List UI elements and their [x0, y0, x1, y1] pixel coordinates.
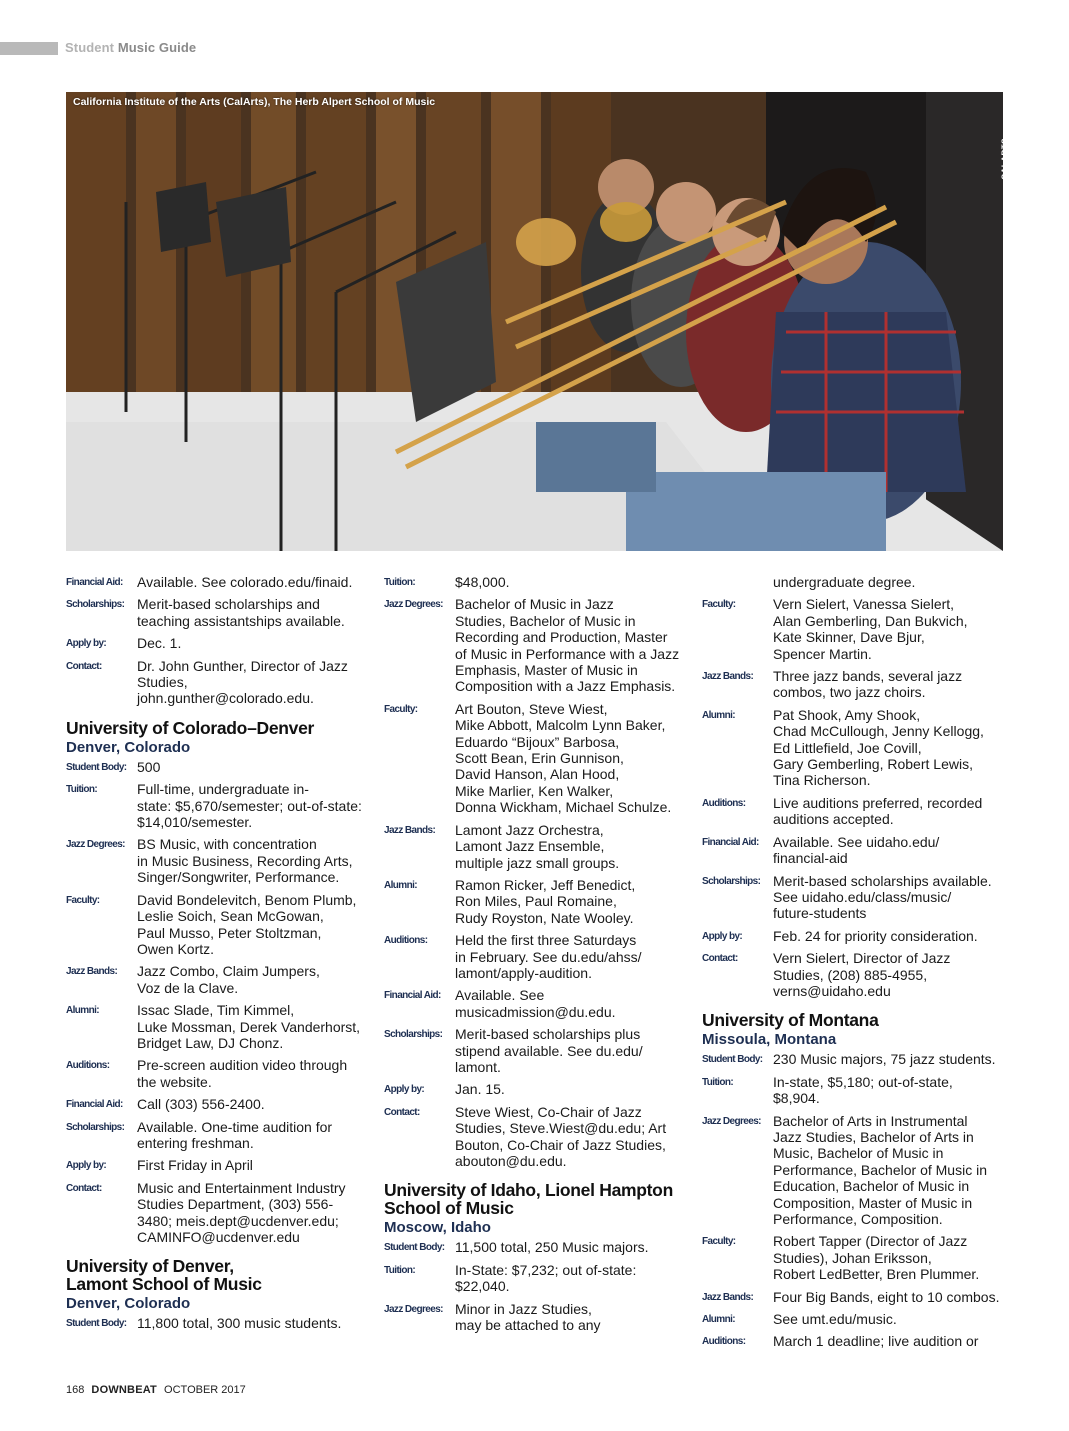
entry-value: In-state, $5,180; out-of-state, $8,904. [773, 1073, 953, 1107]
entry-label: Financial Aid: [66, 1099, 123, 1111]
entry-value: Pre-screen audition video through the website. [137, 1057, 348, 1090]
entry-scholarships [66, 596, 366, 629]
school-name: University of Denver, Lamont School of Music [66, 1256, 262, 1295]
section-header [65, 40, 196, 55]
entry-label: Scholarships: [66, 1121, 125, 1133]
header-rule [0, 42, 58, 55]
entry-label: Apply by: [66, 638, 107, 650]
entry-value: Pat Shook, Amy Shook, Chad McCullough, Jenny Kellogg, Ed Littlefield, Joe Covill, Gary Gemberling, Robert Lewis, Tina Richerson. [773, 706, 984, 789]
school-location: Denver, Colorado [66, 1295, 191, 1313]
entry-label: Contact: [66, 1182, 102, 1194]
entry-label: Tuition: [702, 1076, 734, 1088]
entry-value: Music and Entertainment Industry Studies Department, (303) 556- 3480; meis.dept@ucdenver.edu; CAMINFO@ucdenver.edu [137, 1179, 346, 1245]
entry-label: Faculty: [702, 599, 736, 611]
entry-apply-by [66, 1157, 366, 1173]
photo-credit: CALARTS [1001, 138, 1010, 180]
entry-label: Student Body: [384, 1242, 445, 1254]
entry-scholarships [66, 1119, 366, 1152]
entry-value: Available. One-time audition for entering freshman. [137, 1118, 333, 1151]
entry-value: First Friday in April [137, 1157, 253, 1174]
entry-financial-aid [66, 1096, 366, 1112]
entry-label: Jazz Bands: [702, 1291, 754, 1303]
entry-value: Dec. 1. [137, 635, 182, 652]
entry-value: Vern Sielert, Director of Jazz Studies, (208) 885-4955, verns@uidaho.edu [773, 950, 951, 999]
entry-label: Alumni: [702, 709, 736, 721]
entry-value: Steve Wiest, Co-Chair of Jazz Studies, Steve.Wiest@du.edu; Art Bouton, Co-Chair of Jazz Studies, abouton@du.edu. [455, 1103, 667, 1169]
entry-alumni [384, 877, 686, 926]
entry-label: Apply by: [66, 1160, 107, 1172]
entry-jazz-bands [702, 1289, 1002, 1305]
entry-student-body [66, 1315, 366, 1331]
entry-label: Faculty: [66, 894, 100, 906]
entry-value: Ramon Ricker, Jeff Benedict, Ron Miles, Paul Romaine, Rudy Royston, Nate Wooley. [455, 876, 636, 926]
entry-value: David Bondelevitch, Benom Plumb, Leslie Soich, Sean McGowan, Paul Musso, Peter Stoltzman, Owen Kortz. [137, 891, 357, 957]
entry-value: Merit-based scholarships plus stipend available. See du.edu/ lamont. [455, 1026, 643, 1075]
school-location: Moscow, Idaho [384, 1219, 491, 1237]
school-location: Missoula, Montana [702, 1031, 837, 1049]
section-header-dark: Music Guide [117, 40, 197, 55]
column-2 [384, 574, 686, 1339]
entry-value: 500 [137, 758, 161, 775]
section-header-light: Student [65, 40, 115, 55]
entry-label: Apply by: [702, 930, 743, 942]
entry-student-body [384, 1239, 686, 1255]
entry-value: Held the first three Saturdays in February. See du.edu/ahss/ lamont/apply-audition. [455, 932, 642, 981]
entry-tuition [702, 1074, 1002, 1107]
entry-jazz-degrees [66, 836, 366, 885]
entry-label: Jazz Degrees: [66, 839, 125, 851]
entry-value: Vern Sielert, Vanessa Sielert, Alan Gemberling, Dan Bukvich, Kate Skinner, Dave Bjur, Spencer Martin. [773, 596, 968, 662]
entry-tuition [384, 1262, 686, 1295]
entry-label: Alumni: [66, 1005, 100, 1017]
entry-label: Faculty: [384, 703, 418, 715]
entry-jazz-bands [702, 668, 1002, 701]
entry-value: Bachelor of Arts in Instrumental Jazz Studies, Bachelor of Arts in Music, Bachelor of Music in Performance, Bachelor of Music in Education, Bachelor of Music in Composition, Master of Music in Performance, Composition. [773, 1112, 987, 1227]
entry-label: Financial Aid: [384, 990, 441, 1002]
entry-contact [384, 1104, 686, 1170]
entry-value: Art Bouton, Steve Wiest, Mike Abbott, Malcolm Lynn Baker, Eduardo “Bijoux” Barbosa, Scott Bean, Erin Gunnison, David Hanson, Alan Hood, Mike Marlier, Ken Walker, Donna Wickham, Michael Schulze. [455, 700, 672, 816]
entry-label: Contact: [384, 1106, 420, 1118]
entry-value: Issac Slade, Tim Kimmel, Luke Mossman, Derek Vanderhorst, Bridget Law, DJ Chonz. [137, 1002, 361, 1051]
entry-auditions [66, 1057, 366, 1090]
photo-caption: California Institute of the Arts (CalArts), The Herb Alpert School of Music [73, 96, 436, 108]
entry-label: Jazz Degrees: [384, 599, 443, 611]
entry-label: Auditions: [702, 1336, 746, 1348]
column-1 [66, 574, 366, 1338]
school-location: Denver, Colorado [66, 738, 191, 756]
entry-label: Contact: [66, 660, 102, 672]
entry-value: Available. See colorado.edu/finaid. [137, 574, 353, 590]
entry-label: Student Body: [66, 1318, 127, 1330]
entry-auditions [702, 1333, 1002, 1349]
entry-value: Jazz Combo, Claim Jumpers, Voz de la Clave. [137, 963, 320, 996]
entry-value: Available. See uidaho.edu/ financial-aid [773, 833, 940, 867]
entry-value: Live auditions preferred, recorded auditions accepted. [773, 794, 983, 828]
entry-value: Merit-based scholarships and teaching assistantships available. [137, 596, 345, 629]
entry-label: Alumni: [702, 1314, 736, 1326]
entry-value: 11,500 total, 250 Music majors. [455, 1239, 649, 1256]
entry-value: Merit-based scholarships available. See uidaho.edu/class/music/ future-students [773, 872, 992, 922]
entry-value: Feb. 24 for priority consideration. [773, 927, 978, 944]
entry-label: Scholarships: [66, 599, 125, 611]
entry-label: Financial Aid: [702, 836, 759, 848]
entry-label: Financial Aid: [66, 577, 123, 588]
entry-jazz-degrees [384, 596, 686, 694]
page-footer [66, 1384, 246, 1396]
entry-label: Faculty: [702, 1236, 736, 1248]
entry-value: Dr. John Gunther, Director of Jazz Studies, john.gunther@colorado.edu. [137, 657, 348, 707]
entry-value: Jan. 15. [455, 1081, 505, 1098]
entry-label: Auditions: [384, 935, 428, 947]
entry-apply-by [384, 1081, 686, 1097]
entry-value: $48,000. [455, 574, 510, 590]
entry-scholarships [384, 1026, 686, 1075]
school-name: University of Idaho, Lionel Hampton School of Music [384, 1180, 673, 1219]
entry-jazz-degrees [702, 1113, 1002, 1228]
issue-date: OCTOBER 2017 [164, 1384, 246, 1396]
page-number: 168 [66, 1384, 85, 1396]
entry-apply-by [702, 928, 1002, 944]
entry-value: BS Music, with concentration in Music Business, Recording Arts, Singer/Songwriter, Performance. [137, 836, 353, 886]
entry-contact [702, 950, 1002, 999]
entry-label: Apply by: [384, 1084, 425, 1096]
band-photo-illustration [66, 92, 1003, 551]
band-photo [66, 92, 1010, 551]
entry-value: Minor in Jazz Studies, may be attached to any [455, 1300, 601, 1334]
entry-auditions [702, 795, 1002, 828]
entry-apply-by [66, 635, 366, 651]
entry-label: Jazz Bands: [384, 824, 436, 836]
entry-financial-aid [66, 574, 366, 590]
entry-label: Auditions: [702, 797, 746, 809]
entry-faculty [702, 1233, 1002, 1282]
entry-label: Jazz Bands: [702, 671, 754, 683]
magazine-name: DOWNBEAT [91, 1384, 157, 1396]
entry-value: See umt.edu/music. [773, 1311, 897, 1328]
entry-contact [66, 658, 366, 707]
entry-label: Scholarships: [384, 1029, 443, 1041]
entry-contact [66, 1180, 366, 1246]
entry-label: Contact: [702, 953, 738, 965]
entry-value: Bachelor of Music in Jazz Studies, Bachelor of Music in Recording and Production, Master of Music in Performance with a Jazz Emphasis, Master of Music in Composition with a Jazz Emphasis. [455, 596, 680, 695]
entry-tuition [66, 781, 366, 830]
entry-value: Robert Tapper (Director of Jazz Studies), Johan Eriksson, Robert LedBetter, Bren Plummer. [773, 1233, 980, 1283]
entry-label: Student Body: [702, 1054, 763, 1066]
entry-scholarships [702, 873, 1002, 922]
entry-value: March 1 deadline; live audition or [773, 1333, 979, 1350]
entry-alumni [702, 1311, 1002, 1327]
entry-financial-aid [384, 987, 686, 1020]
entry-jazz-bands [384, 822, 686, 871]
entry-label: Tuition: [384, 1264, 416, 1276]
entry-label: Scholarships: [702, 875, 761, 887]
entry-value: Four Big Bands, eight to 10 combos. [773, 1288, 1000, 1305]
entry-value: 230 Music majors, 75 jazz students. [773, 1051, 996, 1068]
entry-faculty [384, 701, 686, 816]
entry-label: Tuition: [384, 577, 416, 588]
entry-jazz-degrees [384, 1301, 686, 1334]
column-3 [702, 574, 1002, 1356]
school-name: University of Colorado–Denver [66, 717, 315, 738]
entry-tuition [384, 574, 686, 590]
entry-value: Lamont Jazz Orchestra, Lamont Jazz Ensemble, multiple jazz small groups. [455, 821, 620, 871]
entry-value: 11,800 total, 300 music students. [137, 1315, 342, 1332]
entry-faculty [702, 596, 1002, 662]
entry-value: Call (303) 556-2400. [137, 1096, 265, 1113]
entry-financial-aid [702, 834, 1002, 867]
entry-student-body [66, 759, 366, 775]
entry-label: Jazz Degrees: [702, 1115, 761, 1127]
entry-label: Jazz Bands: [66, 966, 118, 978]
entry-alumni [702, 707, 1002, 789]
entry-value: Full-time, undergraduate in- state: $5,670/semester; out-of-state: $14,010/semester. [137, 781, 362, 831]
continued-text: undergraduate degree. [773, 574, 916, 590]
school-name: University of Montana [702, 1010, 879, 1031]
entry-faculty [66, 892, 366, 958]
entry-label: Student Body: [66, 761, 127, 773]
entry-value: In-State: $7,232; out of-state: $22,040. [455, 1261, 637, 1295]
entry-jazz-bands [66, 963, 366, 996]
entry-value: Three jazz bands, several jazz combos, two jazz choirs. [773, 668, 963, 701]
entry-auditions [384, 932, 686, 981]
entry-label: Alumni: [384, 879, 418, 891]
entry-student-body [702, 1051, 1002, 1067]
entry-label: Jazz Degrees: [384, 1303, 443, 1315]
entry-label: Auditions: [66, 1060, 110, 1072]
entry-alumni [66, 1002, 366, 1051]
entry-value: Available. See musicadmission@du.edu. [455, 987, 616, 1020]
entry-label: Tuition: [66, 784, 98, 796]
